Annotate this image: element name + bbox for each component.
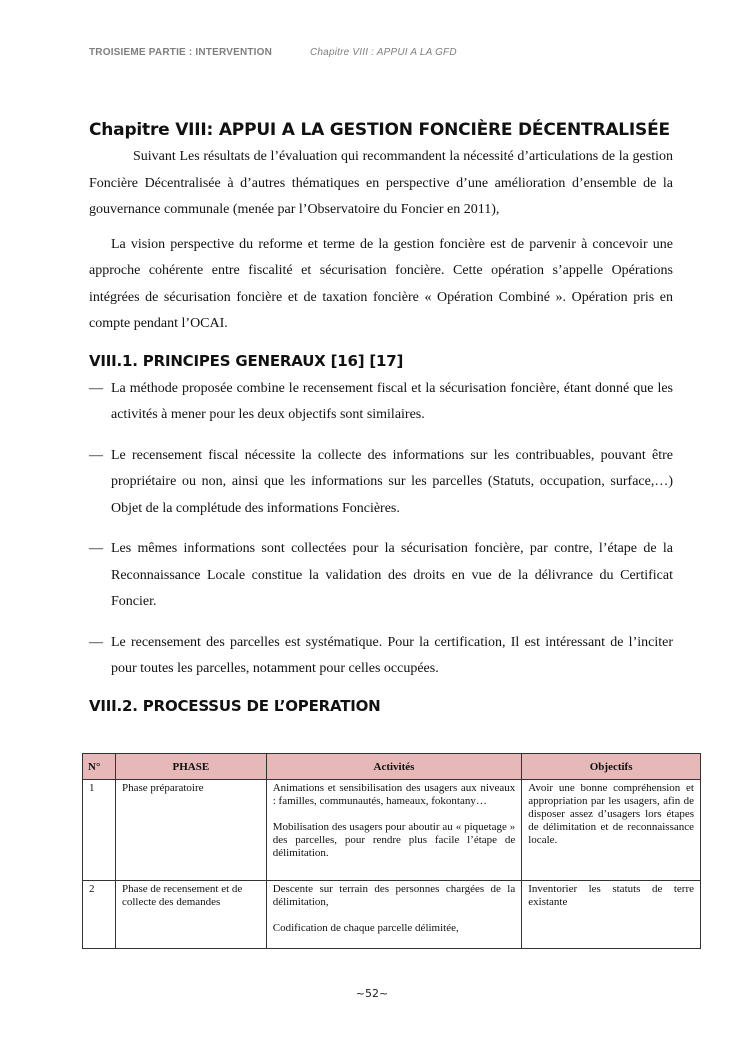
table-row <box>83 881 701 949</box>
row-number: 2 <box>83 881 116 949</box>
running-header <box>89 47 457 58</box>
list-item <box>89 443 673 523</box>
list-item <box>89 376 673 429</box>
table-row <box>83 780 701 881</box>
list-item-text: Le recensement fiscal nécessite la collecte des informations sur les contribuables, pouvant être propriétaire ou non, ainsi que les informations sur les parcelles (Statuts, occupation, surface,…) Objet de la complétude des informations Foncières. <box>111 447 673 516</box>
header-objectives: Objectifs <box>522 754 701 780</box>
header-chapter: Chapitre VIII : APPUI A LA GFD <box>310 47 457 58</box>
row-objectives: Avoir une bonne compréhension et appropriation par les usagers, afin de disposer assez d’usagers lors étapes de délimitation et de reconnaissance locale. <box>522 780 701 881</box>
dash-mark: — <box>89 541 103 556</box>
principles-list <box>89 376 673 683</box>
row-objectives: Inventorier les statuts de terre existante <box>522 881 701 949</box>
row-phase: Phase préparatoire <box>115 780 266 881</box>
activity-text: Animations et sensibilisation des usagers aux niveaux : familles, communautés, hameaux, fokontany… <box>272 782 516 807</box>
activity-text: Codification de chaque parcelle délimitée, <box>272 922 459 934</box>
header-activities: Activités <box>266 754 522 780</box>
row-activities <box>266 881 522 949</box>
header-part: TROISIEME PARTIE : INTERVENTION <box>89 47 273 58</box>
activity-text: Descente sur terrain des personnes chargées de la délimitation, <box>272 883 516 908</box>
activity-text: Mobilisation des usagers pour aboutir au « piquetage » des parcelles, pour rendre plus facile l’étape de délimitation. <box>272 821 516 859</box>
header-number: N° <box>83 754 116 780</box>
process-table <box>82 753 701 949</box>
dash-mark: — <box>89 634 103 650</box>
intro-paragraph-1: Suivant Les résultats de l’évaluation qui recommandent la nécessité d’articulations de la gestion Foncière Décentralisée à d’autres thématiques en perspective d’une amélioration d’ensemble de la gouvernance communale (menée par l’Observatoire du Foncier en 2011), <box>89 149 673 217</box>
list-item-text: Le recensement des parcelles est systématique. Pour la certification, Il est intéressant de l’inciter pour toutes les parcelles, notamment pour celles occupées. <box>111 634 673 676</box>
intro-paragraph-2: La vision perspective du reforme et terme de la gestion foncière est de parvenir à concevoir une approche cohérente entre fiscalité et sécurisation foncière. Cette opération s’appelle Opérations intégrées de sécurisation foncière et de taxation foncière « Opération Combiné ». Opération pris en compte pendant l’OCAI. <box>89 236 673 331</box>
list-item <box>89 630 673 683</box>
chapter-title: Chapitre VIII: APPUI A LA GESTION FONCIÈRE DÉCENTRALISÉE <box>89 120 670 140</box>
header-phase: PHASE <box>115 754 266 780</box>
list-item-text: La méthode proposée combine le recensement fiscal et la sécurisation foncière, étant donné que les activités à mener pour les deux objectifs sont similaires. <box>111 380 673 422</box>
section-2-title: VIII.2. PROCESSUS DE L’OPERATION <box>89 696 381 715</box>
table-header-row <box>83 754 701 780</box>
list-item <box>89 536 673 616</box>
dash-mark: — <box>89 380 103 396</box>
row-phase: Phase de recensement et de collecte des demandes <box>115 881 266 949</box>
page-number: ~52~ <box>355 987 389 1000</box>
row-number: 1 <box>83 780 116 881</box>
dash-mark: — <box>89 447 103 463</box>
list-item-text: Les mêmes informations sont collectées pour la sécurisation foncière, par contre, l’étape de la Reconnaissance Locale constitue la validation des droits en vue de la délivrance du Certificat Foncier. <box>111 541 673 609</box>
main-content <box>89 120 673 721</box>
row-activities <box>266 780 522 881</box>
section-1-title: VIII.1. PRINCIPES GENERAUX [16] [17] <box>89 351 404 370</box>
